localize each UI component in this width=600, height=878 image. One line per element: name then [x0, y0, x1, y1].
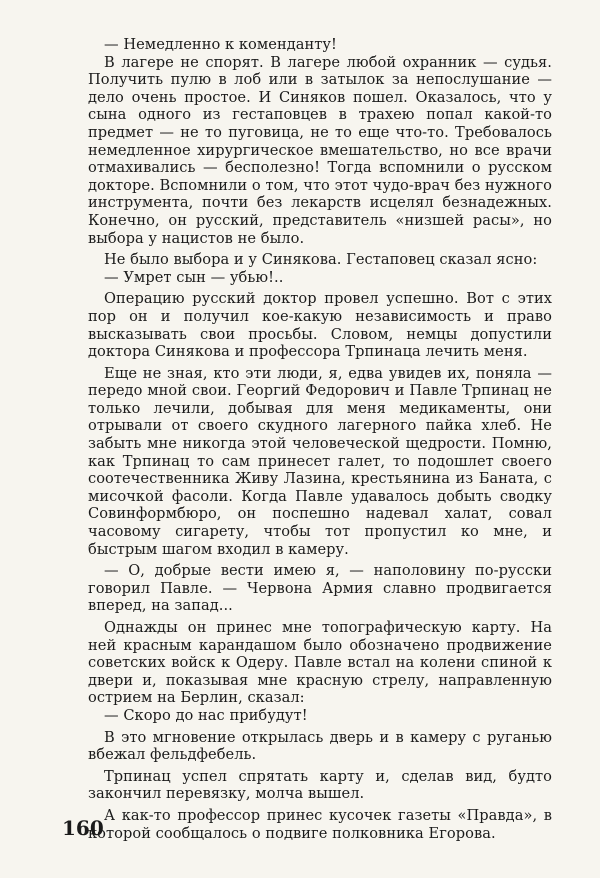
- page-number: 160: [62, 816, 104, 840]
- paragraph-11: Трпинац успел спрятать карту и, сделав вид, будто закончил перевязку, молча вышел.: [88, 767, 552, 803]
- paragraph-3: Не было выбора и у Синякова. Гестаповец сказал ясно:: [104, 251, 538, 269]
- paragraph-6: Еще не зная, кто эти люди, я, едва увидев их, поняла — передо мной свои. Георгий Федорович и Павле Трпинац не только лечили, добывая для меня медикаменты, они отрывали от своего скудного лагерного пайка хлеб. Не забыть мне никогда этой человеческой щедрости. Помню, как Трпинац то сам принесет галет, то подошлет своего соотечественника Живу Лазина, крестьянина из Баната, с мисочкой фасоли. Когда Павле удавалось добыть сводку Совинформбюро, он поспешно надевал халат, совал часовому сигарету, чтобы тот пропустил ко мне, и быстрым шагом входил в камеру.: [88, 364, 552, 558]
- paragraph-4: — Умрет сын — убью!..: [104, 268, 284, 286]
- paragraph-7: — О, добрые вести имею я, — наполовину по-русски говорил Павле. — Червона Армия славно продвигается вперед, на запад...: [88, 562, 552, 615]
- paragraph-1: — Немедленно к коменданту!: [104, 36, 337, 53]
- paragraph-5: Операцию русский доктор провел успешно. Вот с этих пор он и получил кое-какую независимость и право высказывать свои просьбы. Словом, немцы допустили доктора Синякова и профессора Трпинаца лечить меня.: [88, 290, 552, 361]
- paragraph-2: В лагере не спорят. В лагере любой охранник — судья. Получить пулю в лоб или в затылок за непослушание — дело очень простое. И Синяков пошел. Оказалось, что у сына одного из гестаповцев в трахею попал какой-то предмет — не то пуговица, не то еще что-то. Требовалось немедленное хирургическое вмешательство, но все врачи отмахивались — бесполезно! Тогда вспомнили о русском докторе. Вспомнили о том, что этот чудо-врач без нужного инструмента, почти без лекарств исцелял безнадежных. Конечно, он русский, представитель «низшей расы», но выбора у нацистов не было.: [88, 53, 552, 247]
- paragraph-10: В это мгновение открылась дверь и в камеру с руганью вбежал фельдфебель.: [88, 728, 552, 764]
- paragraph-8: Однажды он принес мне топографическую карту. На ней красным карандашом было обозначено продвижение советских войск к Одеру. Павле встал на колени спиной к двери и, показывая мне красную стрелу, направленную острием на Берлин, сказал:: [88, 619, 552, 707]
- paragraph-12: А как-то профессор принес кусочек газеты «Правда», в которой сообщалось о подвиге полковника Егорова.: [88, 806, 552, 842]
- page-body: [88, 36, 552, 846]
- paragraph-9: — Скоро до нас прибудут!: [104, 706, 308, 724]
